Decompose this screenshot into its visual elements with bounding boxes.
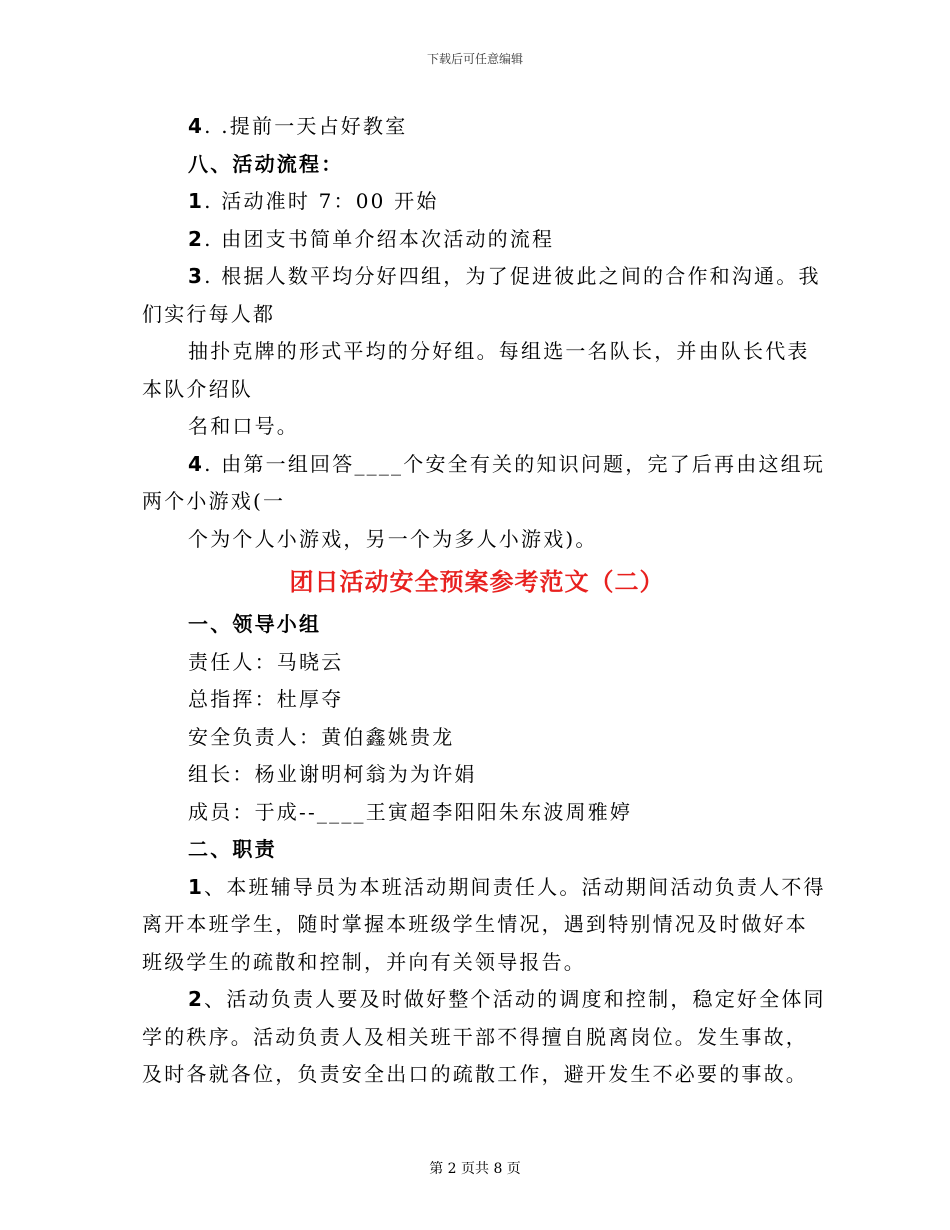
section-heading: 一、领导小组 xyxy=(188,612,322,636)
item-text: . 根据人数平均分好四组，为了促进彼此之间的合作和沟通。我 xyxy=(204,264,821,288)
paragraph-line: 离开本班学生，随时掌握本班级学生情况，遇到特别情况及时做好本 xyxy=(142,912,808,936)
section-heading: 二、职责 xyxy=(188,837,277,861)
paragraph-line: 们实行每人都 xyxy=(142,301,276,326)
roster-line: 总指挥：杜厚夺 xyxy=(188,687,344,711)
paragraph-line xyxy=(142,981,826,1019)
item-text: 、本班辅导员为本班活动期间责任人。活动期间活动负责人不得 xyxy=(204,874,826,899)
paragraph-line: 抽扑克牌的形式平均的分好组。每组选一名队长，并由队长代表 xyxy=(188,339,810,363)
item-number: 2 xyxy=(188,226,205,251)
page-footer: 第 2 页共 8 页 xyxy=(429,1161,521,1177)
item-text: . 由团支书简单介绍本次活动的流程 xyxy=(204,226,555,251)
item-number: 4 xyxy=(188,114,205,138)
item-number: 1 xyxy=(188,189,205,213)
item-text: . 活动准时 7：00 开始 xyxy=(204,189,439,213)
list-item xyxy=(142,221,812,259)
paragraph-line xyxy=(142,869,826,907)
item-number: 2 xyxy=(188,987,205,1011)
document-body xyxy=(142,108,826,1094)
item-number: 3 xyxy=(188,264,205,288)
paragraph-line: 学的秩序。活动负责人及相关班干部不得擅自脱离岗位。发生事故， xyxy=(142,1024,808,1049)
list-item xyxy=(142,108,812,146)
roster-line: 成员：于成--____王寅超李阳阳朱东波周雅婷 xyxy=(188,799,633,824)
item-text: . 由第一组回答____个安全有关的知识问题，完了后再由这组玩 xyxy=(204,451,826,476)
list-item xyxy=(142,258,821,296)
paragraph-line: 及时各就各位，负责安全出口的疏散工作，避开发生不必要的事故。 xyxy=(142,1062,808,1086)
section-heading: 八、活动流程： xyxy=(188,151,344,176)
roster-line: 责任人：马晓云 xyxy=(188,649,344,674)
roster-line: 组长：杨业谢明柯翁为为许娟 xyxy=(188,762,477,786)
paragraph-line: 班级学生的疏散和控制，并向有关领导报告。 xyxy=(142,949,586,974)
roster-line: 安全负责人：黄伯鑫姚贵龙 xyxy=(188,724,455,749)
paragraph-line: 个为个人小游戏，另一个为多人小游戏)。 xyxy=(188,526,598,551)
paragraph-line: 两个小游戏(一 xyxy=(142,489,286,513)
item-text: 、活动负责人要及时做好整个活动的调度和控制，稳定好全体同 xyxy=(204,987,826,1011)
paragraph-line: 本队介绍队 xyxy=(142,376,253,401)
list-item xyxy=(142,446,826,484)
item-number: 4 xyxy=(188,451,205,476)
list-item xyxy=(142,183,812,221)
document-title: 团日活动安全预案参考范文（二） xyxy=(289,567,665,596)
paragraph-line: 名和口号。 xyxy=(188,414,299,438)
item-text: . .提前一天占好教室 xyxy=(204,114,408,138)
item-number: 1 xyxy=(188,874,205,899)
page-header: 下载后可任意编辑 xyxy=(426,52,523,66)
